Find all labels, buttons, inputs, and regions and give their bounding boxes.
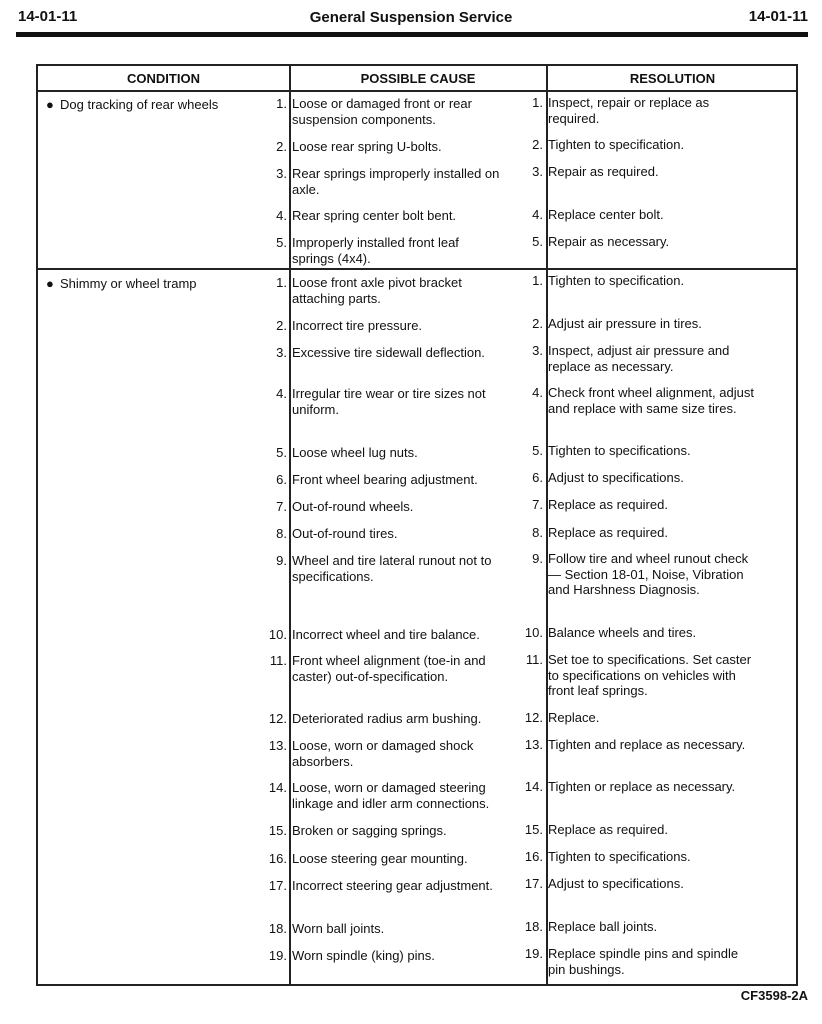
resolution-item [532,343,758,374]
condition-cell [46,97,218,112]
item-number: 15. [268,823,287,838]
item-text: Rear spring center bolt bent. [292,208,457,223]
item-number: 12. [524,710,543,725]
header-row-divider [38,90,796,92]
item-text: Improperly installed front leaf springs (4x4). [292,235,459,266]
item-number: 3. [276,166,287,181]
item-text: Adjust to specifications. [548,876,684,891]
possible-cause-item [268,878,502,894]
column-header-resolution: RESOLUTION [629,71,716,86]
item-number: 13. [524,737,543,752]
possible-cause-item [268,627,502,643]
possible-cause-item [268,823,502,839]
item-number: 11. [269,653,287,668]
item-number: 8. [276,526,287,541]
possible-cause-item [268,851,502,867]
item-number: 2. [532,137,543,152]
resolution-item [524,737,758,753]
item-number: 1. [276,275,287,290]
item-text: Tighten to specifications. [548,849,691,864]
item-text: Loose rear spring U-bolts. [292,139,442,154]
resolution-item [532,273,758,289]
column-header-condition: CONDITION [127,71,200,86]
item-text: Worn ball joints. [292,921,385,936]
item-text: Loose wheel lug nuts. [292,445,418,460]
resolution-item [524,876,758,892]
page-number-left: 14-01-11 [18,8,78,25]
possible-cause-item [276,499,502,515]
item-number: 3. [532,164,543,179]
item-text: Replace spindle pins and spindle pin bushings. [548,946,739,977]
item-text: Repair as required. [548,164,659,179]
item-text: Loose steering gear mounting. [292,851,468,866]
item-text: Loose, worn or damaged shock absorbers. [292,738,474,769]
item-text: Tighten to specification. [548,137,685,152]
item-number: 10. [268,627,287,642]
resolution-item [524,710,758,726]
possible-cause-item [276,318,502,334]
item-number: 17. [268,878,287,893]
possible-cause-item [276,275,502,306]
item-number: 8. [532,525,543,540]
item-number: 19. [268,948,287,963]
resolution-item [532,497,758,513]
item-text: Out-of-round wheels. [292,499,414,514]
possible-cause-item [268,948,502,964]
resolution-item [524,822,758,838]
item-number: 2. [276,139,287,154]
possible-cause-item [276,96,502,127]
item-number: 16. [524,849,543,864]
item-text: Excessive tire sidewall deflection. [292,345,485,360]
item-text: Replace as required. [548,525,668,540]
item-number: 3. [276,345,287,360]
resolution-item [524,919,758,935]
resolution-item [532,234,758,250]
item-text: Wheel and tire lateral runout not to specifications. [292,553,492,584]
item-text: Front wheel bearing adjustment. [292,472,478,487]
possible-cause-item [268,921,502,937]
possible-cause-item [268,780,502,811]
resolution-item [524,946,758,977]
possible-cause-item [276,235,502,266]
item-number: 2. [532,316,543,331]
resolution-item [532,470,758,486]
condition-cell [46,276,197,291]
possible-cause-item [276,345,502,361]
item-text: Repair as necessary. [548,234,670,249]
page-number-right: 14-01-11 [748,8,808,25]
item-number: 9. [532,551,543,566]
possible-cause-item [276,166,502,197]
item-text: Broken or sagging springs. [292,823,447,838]
item-number: 14. [268,780,287,795]
item-text: Follow tire and wheel runout check — Section 18-01, Noise, Vibration and Harshness Diagnosis. [548,551,749,597]
section-divider [38,268,796,270]
item-text: Replace as required. [548,822,668,837]
item-text: Loose front axle pivot bracket attaching parts. [292,275,462,306]
condition-text: Dog tracking of rear wheels [60,97,219,112]
item-text: Out-of-round tires. [292,526,398,541]
item-text: Replace center bolt. [548,207,664,222]
figure-code: CF3598-2A [740,988,808,1003]
item-number: 14. [524,779,543,794]
item-text: Loose, worn or damaged steering linkage and idler arm connections. [292,780,490,811]
item-number: 4. [532,207,543,222]
possible-cause-item [268,711,502,727]
item-number: 10. [524,625,543,640]
item-text: Worn spindle (king) pins. [292,948,435,963]
condition-text: Shimmy or wheel tramp [60,276,197,291]
page-title: General Suspension Service [309,9,513,26]
column-divider [289,66,291,984]
resolution-item [532,137,758,153]
possible-cause-item [276,386,502,417]
item-number: 11. [525,652,543,667]
resolution-item [525,652,758,699]
possible-cause-item [276,208,502,224]
item-text: Replace as required. [548,497,668,512]
resolution-item [532,316,758,332]
possible-cause-item [276,526,502,542]
possible-cause-item [269,653,502,684]
possible-cause-item [276,472,502,488]
resolution-item [524,849,758,865]
item-text: Inspect, adjust air pressure and replace as necessary. [548,343,730,374]
item-text: Tighten to specifications. [548,443,691,458]
possible-cause-item [276,139,502,155]
item-number: 6. [532,470,543,485]
resolution-item [532,207,758,223]
item-number: 15. [524,822,543,837]
item-text: Irregular tire wear or tire sizes not uniform. [292,386,486,417]
item-number: 19. [524,946,543,961]
item-number: 17. [524,876,543,891]
item-number: 1. [532,273,543,288]
item-text: Incorrect steering gear adjustment. [292,878,493,893]
resolution-item [524,625,758,641]
possible-cause-item [268,738,502,769]
item-number: 16. [268,851,287,866]
item-text: Tighten to specification. [548,273,685,288]
item-number: 18. [524,919,543,934]
resolution-item [532,551,758,598]
item-text: Rear springs improperly installed on axle. [292,166,500,197]
item-number: 12. [268,711,287,726]
item-number: 5. [276,445,287,460]
item-text: Tighten and replace as necessary. [548,737,746,752]
item-number: 18. [268,921,287,936]
bullet-icon: ● [46,276,54,291]
item-text: Replace ball joints. [548,919,658,934]
item-number: 1. [276,96,287,111]
item-number: 4. [532,385,543,400]
possible-cause-item [276,553,502,584]
item-number: 7. [532,497,543,512]
resolution-item [524,779,758,795]
item-number: 5. [532,234,543,249]
resolution-item [532,95,758,126]
item-text: Inspect, repair or replace as required. [548,95,710,126]
item-text: Tighten or replace as necessary. [548,779,736,794]
item-text: Balance wheels and tires. [548,625,697,640]
item-text: Check front wheel alignment, adjust and replace with same size tires. [548,385,754,416]
item-number: 4. [276,386,287,401]
resolution-item [532,385,758,416]
item-number: 1. [532,95,543,110]
item-text: Deteriorated radius arm bushing. [292,711,482,726]
item-text: Incorrect tire pressure. [292,318,423,333]
item-number: 2. [276,318,287,333]
item-text: Front wheel alignment (toe-in and caster) out-of-specification. [292,653,486,684]
item-number: 4. [276,208,287,223]
item-number: 5. [532,443,543,458]
resolution-item [532,525,758,541]
item-text: Replace. [548,710,600,725]
item-number: 13. [268,738,287,753]
bullet-icon: ● [46,97,54,112]
item-number: 9. [276,553,287,568]
resolution-item [532,164,758,180]
item-text: Set toe to specifications. Set caster to specifications on vehicles with front leaf springs. [548,652,752,698]
item-number: 6. [276,472,287,487]
item-number: 7. [276,499,287,514]
resolution-item [532,443,758,459]
item-text: Adjust air pressure in tires. [548,316,702,331]
header-rule [16,32,808,37]
item-text: Loose or damaged front or rear suspension components. [292,96,472,127]
item-text: Adjust to specifications. [548,470,684,485]
possible-cause-item [276,445,502,461]
item-number: 3. [532,343,543,358]
item-text: Incorrect wheel and tire balance. [292,627,480,642]
column-header-possible-cause: POSSIBLE CAUSE [360,71,476,86]
item-number: 5. [276,235,287,250]
